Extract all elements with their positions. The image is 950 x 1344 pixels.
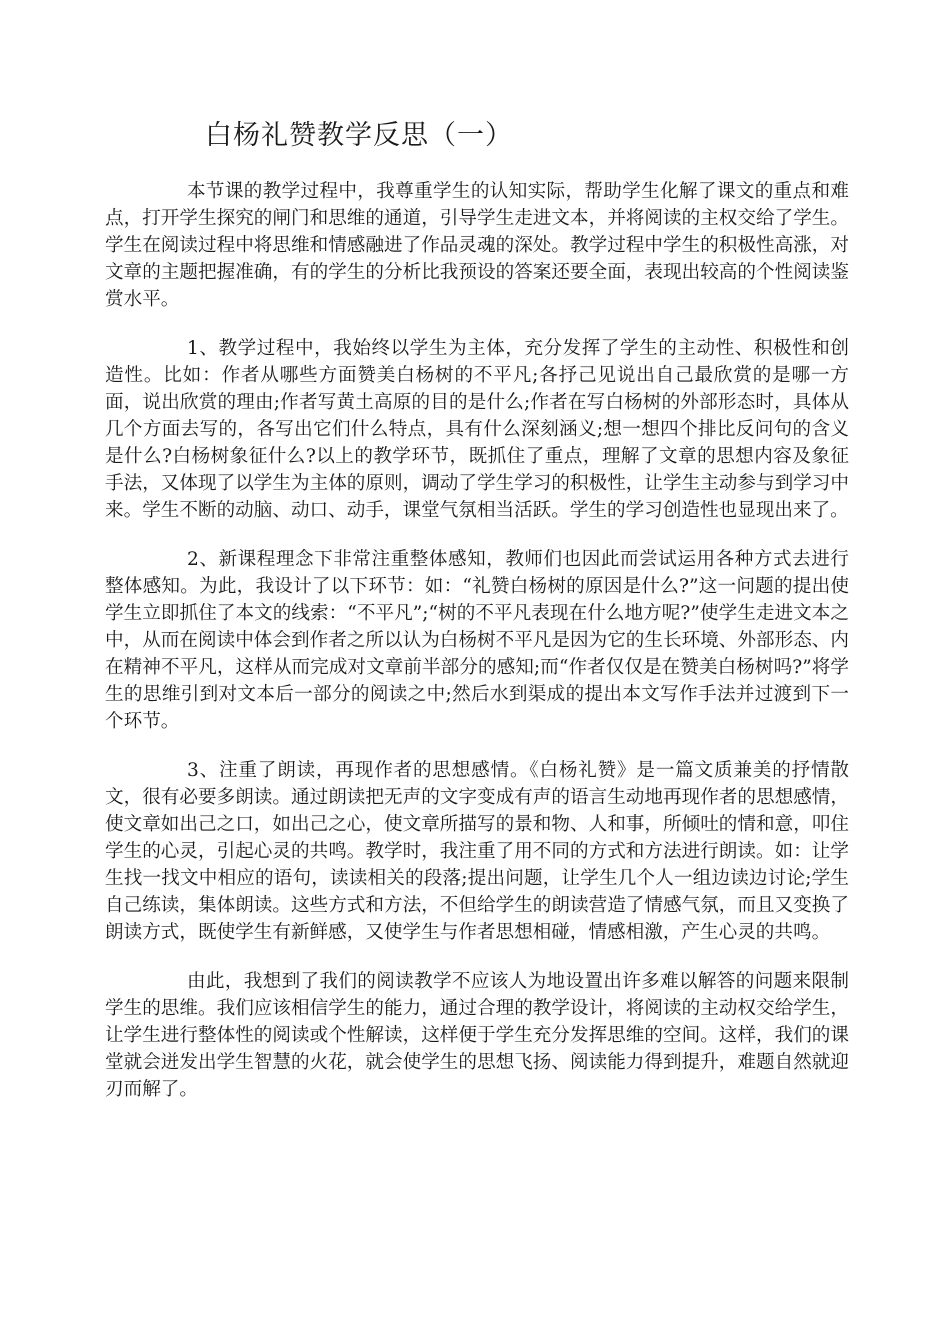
paragraph-intro: 本节课的教学过程中，我尊重学生的认知实际，帮助学生化解了课文的重点和难点，打开学生探究的闸门和思维的通道，引导学生走进文本，并将阅读的主权交给了学生。学生在阅读过程中将思维和情感融进了作品灵魂的深处。教学过程中学生的积极性高涨，对文章的主题把握准确，有的学生的分析比我预设的答案还要全面，表现出较高的个性阅读鉴赏水平。: [105, 181, 849, 310]
paragraph-point-2: 2、新课程理念下非常注重整体感知，教师们也因此而尝试运用各种方式去进行整体感知。为此，我设计了以下环节：如：“礼赞白杨树的原因是什么?”这一问题的提出使学生立即抓住了本文的线索：“不平凡”;“树的不平凡表现在什么地方呢?”使学生走进文本之中，从而在阅读中体会到作者之所以认为白杨树不平凡是因为它的生长环境、外部形态、内在精神不平凡，这样从而完成对文章前半部分的感知;而“作者仅仅是在赞美白杨树吗?”将学生的思维引到对文本后一部分的阅读之中;然后水到渠成的提出本文写作手法并过渡到下一个环节。: [105, 549, 849, 732]
paragraph-conclusion: 由此，我想到了我们的阅读教学不应该人为地设置出许多难以解答的问题来限制学生的思维。我们应该相信学生的能力，通过合理的教学设计，将阅读的主动权交给学生，让学生进行整体性的阅读或个性解读，这样便于学生充分发挥思维的空间。这样，我们的课堂就会迸发出学生智慧的火花，就会使学生的思想飞扬、阅读能力得到提升，难题自然就迎刃而解了。: [105, 971, 849, 1100]
paragraph-point-3: 3、注重了朗读，再现作者的思想感情。《白杨礼赞》是一篇文质兼美的抒情散文，很有必要多朗读。通过朗读把无声的文字变成有声的语言生动地再现作者的思想感情，使文章如出己之口，如出己之心，使文章所描写的景和物、人和事，所倾吐的情和意，叩住学生的心灵，引起心灵的共鸣。教学时，我注重了用不同的方式和方法进行朗读。如：让学生找一找文中相应的语句，读读相关的段落;提出问题，让学生几个人一组边读边讨论;学生自己练读，集体朗读。这些方式和方法，不但给学生的朗读营造了情感气氛，而且又变换了朗读方式，既使学生有新鲜感，又使学生与作者思想相碰，情感相激，产生心灵的共鸣。: [105, 760, 849, 943]
document-title: 白杨礼赞教学反思（一）: [205, 120, 513, 151]
paragraph-point-1: 1、教学过程中，我始终以学生为主体，充分发挥了学生的主动性、积极性和创造性。比如：作者从哪些方面赞美白杨树的不平凡;各抒己见说出自己最欣赏的是哪一方面，说出欣赏的理由;作者写黄土高原的目的是什么;作者在写白杨树的外部形态时，具体从几个方面去写的，各写出它们什么特点，具有什么深刻涵义;想一想四个排比反问句的含义是什么?白杨树象征什么?以上的教学环节，既抓住了重点，理解了文章的思想内容及象征手法，又体现了以学生为主体的原则，调动了学生学习的积极性，让学生主动参与到学习中来。学生不断的动脑、动口、动手，课堂气氛相当活跃。学生的学习创造性也显现出来了。: [105, 338, 849, 521]
document-body: [105, 178, 849, 1125]
